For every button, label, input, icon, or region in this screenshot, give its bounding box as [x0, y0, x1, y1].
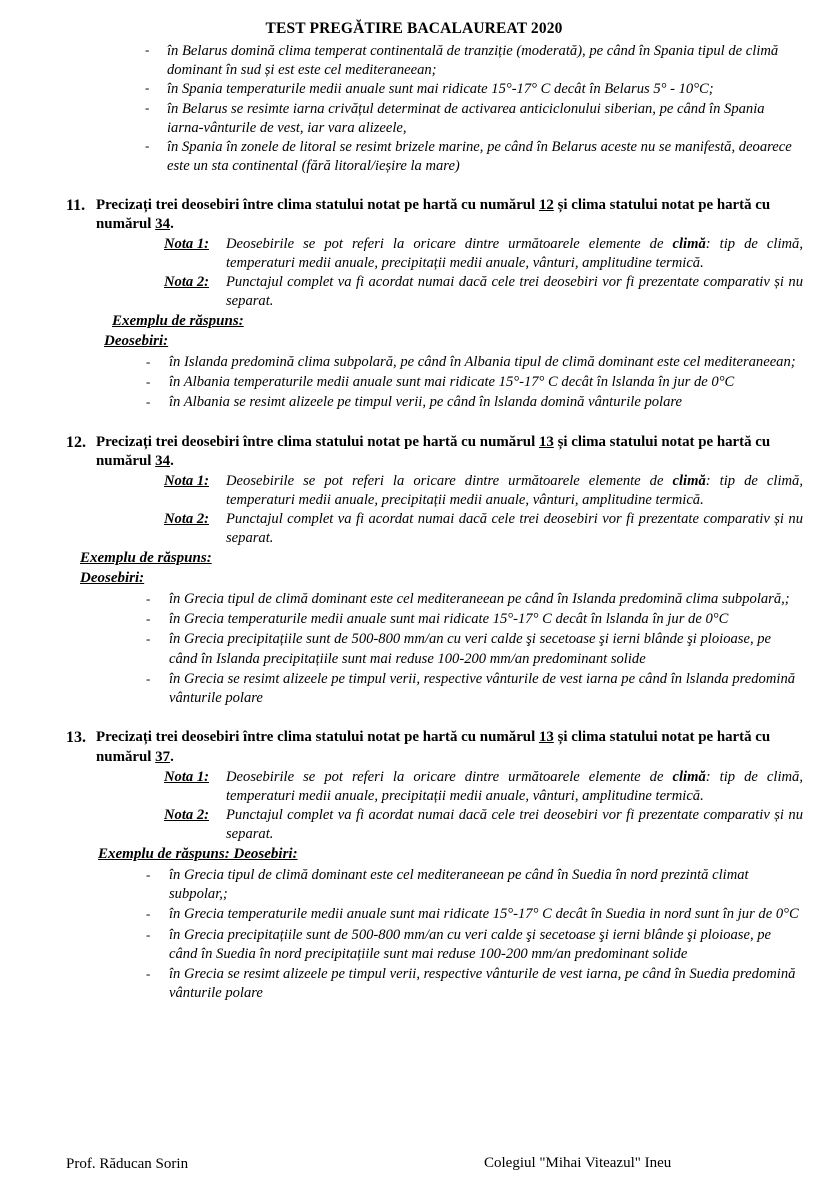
nota-2-row: [164, 806, 803, 844]
dash-bullet-icon: -: [146, 906, 151, 922]
nota-1-text-a: Deosebirile se pot referi la oricare dintre următoarele elemente de: [226, 236, 673, 253]
dash-bullet-icon: -: [146, 631, 151, 647]
footer-institution: Colegiul "Mihai Viteazul" Ineu: [484, 1155, 672, 1171]
list-item-text: în Grecia precipitațiile sunt de 500-800 mm/an cu veri calde şi secetoase şi ierni blânde şi ploioase, pe când în Suedia în nord precipitațiile sunt mai reduse 100-200 mm/an predominant solide: [169, 926, 772, 962]
list-item-text: în Albania temperaturile medii anuale sunt mai ridicate 15°-17° C decât în lslanda în jur de 0°C: [169, 374, 735, 391]
question-prompt-part2: și clima statului notat pe hartă cu numărul: [96, 729, 771, 765]
map-number-first: 13: [538, 729, 554, 746]
list-item-text: în Grecia temperaturile medii anuale sunt mai ridicate 15°-17° C decât în lslanda în jur de 0°C: [169, 611, 729, 628]
question-prompt-part2: și clima statului notat pe hartă cu numărul: [96, 433, 771, 470]
example-answer-heading: Exemplu de răspuns: Deosebiri:: [98, 846, 298, 863]
nota-1-keyword: climă: [672, 473, 706, 490]
list-item: [144, 393, 801, 412]
map-number-first: 12: [538, 196, 554, 213]
answer-list-wrapper: [144, 866, 801, 1004]
differences-heading-line: [104, 332, 803, 352]
question-block: [66, 728, 803, 1003]
nota-group: [164, 235, 803, 311]
list-item-text: în Spania în zonele de litoral se resimt brizele marine, pe când în Belarus aceste nu se manifestă, deoarece este un sta continental (fără litoral/ieșire la mare): [167, 138, 792, 174]
question-prompt-end: .: [170, 453, 174, 470]
list-item-text: în Spania temperaturile medii anuale sunt mai ridicate 15°-17° C decât în Belarus 5° - 10°C;: [167, 81, 714, 98]
list-item: [144, 905, 801, 924]
question-heading: [66, 433, 803, 472]
list-item-text: în Belarus domină clima temperat continentală de tranziție (moderată), pe când în Spania tipul de climă dominant în sud și est este cel mediteraneean;: [167, 43, 779, 78]
dash-bullet-icon: -: [146, 590, 151, 606]
nota-1-label: Nota 1:: [164, 473, 209, 490]
nota-2-text: Punctajul complet va fi acordat numai dacă cele trei deosebiri vor fi prezentate comparativ și nu separat.: [226, 807, 803, 843]
intro-bullet-list: [143, 42, 800, 176]
question-number: 11.: [66, 196, 86, 214]
dash-bullet-icon: -: [146, 966, 151, 982]
nota-1-row: [164, 472, 803, 510]
list-item: [144, 590, 801, 609]
answer-list: [144, 866, 801, 1004]
question-prompt-part1: Precizați trei deosebiri între clima statului notat pe hartă cu numărul: [96, 433, 539, 450]
list-item-text: în Grecia tipul de climă dominant este cel mediteraneean pe când în Islanda predomină clima subpolară,;: [169, 590, 790, 607]
list-item-text: în Grecia tipul de climă dominant este cel mediteraneean pe când în Suedia în nord prezintă climat subpolar,;: [169, 866, 749, 903]
dash-bullet-icon: -: [145, 99, 150, 115]
page-title: TEST PREGĂTIRE BACALAUREAT 2020: [265, 20, 563, 37]
footer-author: Prof. Răducan Sorin: [66, 1156, 189, 1172]
nota-2-text: Punctajul complet va fi acordat numai dacă cele trei deosebiri vor fi prezentate comparativ și nu separat.: [226, 274, 803, 310]
nota-2-row: [164, 510, 803, 548]
dash-bullet-icon: -: [145, 42, 150, 57]
example-answer-heading-line: [98, 845, 803, 865]
list-item: [144, 610, 801, 629]
question-prompt-end: .: [170, 216, 174, 233]
answer-list-wrapper: [144, 590, 801, 709]
differences-heading: Deosebiri:: [80, 570, 145, 587]
dash-bullet-icon: -: [146, 374, 151, 390]
question-number: 12.: [66, 433, 86, 451]
list-item: [143, 80, 800, 99]
nota-group: [164, 472, 803, 548]
nota-group: [164, 768, 803, 844]
answer-list-wrapper: [144, 353, 801, 413]
list-item-text: în Islanda predomină clima subpolară, pe când în Albania tipul de climă dominant este cel mediteraneean;: [169, 353, 796, 370]
dash-bullet-icon: -: [145, 137, 150, 153]
list-item-text: în Grecia se resimt alizeele pe timpul verii, respective vânturile de vest iarna, pe când în Suedia predomină vânturile polare: [169, 966, 796, 1002]
map-number-second: 34: [155, 453, 171, 470]
nota-1-label: Nota 1:: [164, 769, 209, 786]
answer-list: [144, 590, 801, 709]
nota-1-text-a: Deosebirile se pot referi la oricare dintre următoarele elemente de: [226, 473, 673, 490]
list-item-text: în Belarus se resimte iarna crivățul determinat de activarea anticiclonului siberian, pe când în Spania iarna-vânturile de vest, iar vara alizeele,: [167, 100, 765, 136]
nota-1-keyword: climă: [672, 769, 706, 786]
list-item: [144, 926, 801, 965]
question-prompt-part1: Precizați trei deosebiri între clima statului notat pe hartă cu numărul: [96, 196, 539, 213]
nota-2-text: Punctajul complet va fi acordat numai dacă cele trei deosebiri vor fi prezentate comparativ și nu separat.: [226, 511, 803, 547]
intro-list: [143, 42, 800, 176]
list-item: [144, 670, 801, 709]
dash-bullet-icon: -: [146, 353, 151, 369]
list-item: [144, 866, 801, 905]
list-item: [144, 373, 801, 392]
list-item: [144, 630, 801, 669]
question-block: [66, 433, 803, 709]
dash-bullet-icon: -: [146, 394, 151, 410]
dash-bullet-icon: -: [146, 926, 151, 942]
dash-bullet-icon: -: [145, 80, 150, 96]
question-prompt-part1: Precizați trei deosebiri între clima statului notat pe hartă cu numărul: [96, 729, 539, 746]
question-heading: [66, 728, 803, 767]
list-item: [143, 138, 800, 176]
list-item-text: în Albania se resimt alizeele pe timpul verii, pe când în lslanda domină vânturile polare: [169, 394, 683, 411]
differences-heading-line: [80, 569, 803, 589]
question-heading: [66, 196, 803, 235]
dash-bullet-icon: -: [146, 611, 151, 627]
list-item: [143, 100, 800, 138]
map-number-second: 34: [155, 216, 171, 233]
differences-heading: Deosebiri:: [104, 333, 169, 350]
map-number-second: 37: [155, 748, 171, 765]
nota-1-text-b: : tip de climă, temperaturi medii anuale, precipitații medii anuale, vânturi, amplitudine termică.: [226, 473, 803, 509]
nota-2-row: [164, 273, 803, 311]
question-block: [66, 196, 803, 413]
question-prompt-part2: și clima statului notat pe hartă cu numărul: [96, 196, 771, 233]
nota-1-row: [164, 235, 803, 273]
nota-1-row: [164, 768, 803, 806]
example-answer-heading: Exemplu de răspuns:: [80, 550, 212, 567]
nota-2-label: Nota 2:: [164, 274, 209, 291]
nota-1-text-b: : tip de climă, temperaturi medii anuale, precipitații medii anuale, vânturi, amplitudine termică.: [226, 236, 803, 272]
nota-2-label: Nota 2:: [164, 511, 209, 528]
map-number-first: 13: [538, 433, 554, 450]
list-item-text: în Grecia se resimt alizeele pe timpul verii, respective vânturile de vest iarna pe când în lslanda predomină vânturile polare: [169, 670, 796, 707]
question-prompt-end: .: [170, 748, 174, 765]
answer-list: [144, 353, 801, 413]
page-footer: [0, 1147, 828, 1173]
nota-1-keyword: climă: [672, 236, 706, 253]
dash-bullet-icon: -: [146, 866, 151, 882]
dash-bullet-icon: -: [146, 670, 151, 686]
questions-container: [0, 196, 828, 1004]
list-item-text: în Grecia precipitațiile sunt de 500-800 mm/an cu veri calde şi secetoase şi ierni blânde şi ploioase, pe când în Islanda precipitațiile sunt mai reduse 100-200 mm/an predominant solide: [169, 631, 772, 667]
list-item: [143, 42, 800, 80]
nota-1-text-a: Deosebirile se pot referi la oricare dintre următoarele elemente de: [226, 769, 673, 786]
example-answer-heading-line: [80, 549, 803, 569]
example-answer-heading-line: [112, 312, 803, 332]
document-page: [0, 20, 828, 1191]
nota-2-label: Nota 2:: [164, 807, 209, 824]
list-item: [144, 353, 801, 372]
question-number: 13.: [66, 729, 86, 747]
nota-1-label: Nota 1:: [164, 236, 209, 253]
list-item-text: în Grecia temperaturile medii anuale sunt mai ridicate 15°-17° C decât în Suedia in nord sunt în jur de 0°C: [169, 906, 799, 923]
example-answer-heading: Exemplu de răspuns:: [112, 313, 244, 330]
nota-1-text-b: : tip de climă, temperaturi medii anuale, precipitații medii anuale, vânturi, amplitudine termică.: [226, 769, 803, 805]
list-item: [144, 965, 801, 1004]
